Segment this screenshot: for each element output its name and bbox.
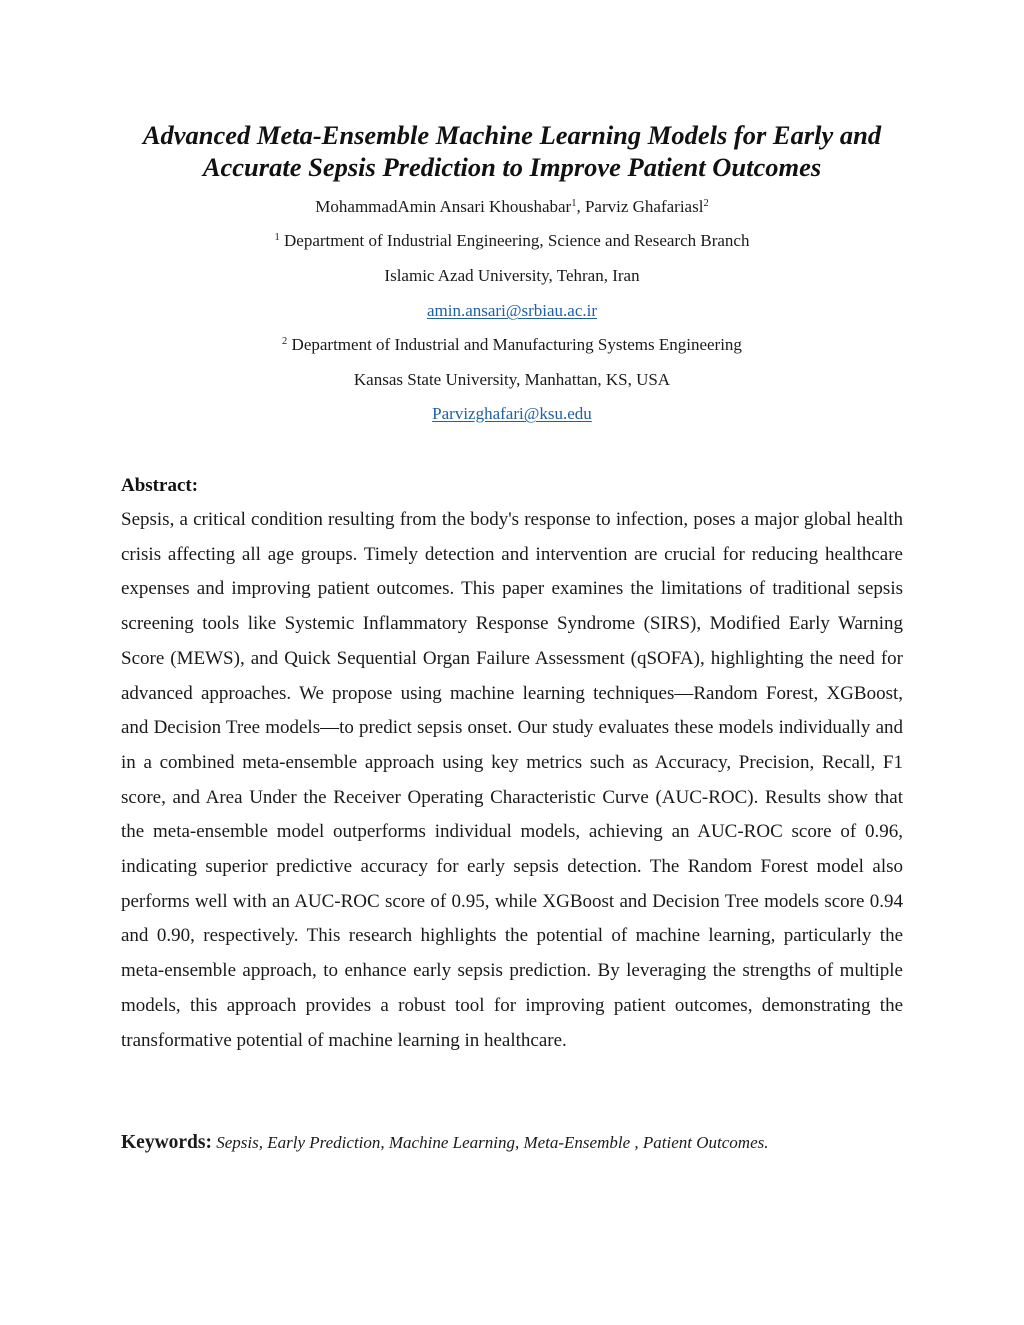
affiliation-1-department <box>0 230 1024 252</box>
affiliation-2-marker: 2 <box>282 336 288 347</box>
affiliation-1-institution: Islamic Azad University, Tehran, Iran <box>384 266 640 285</box>
affiliation-2-department-text: Department of Industrial and Manufacturing Systems Engineering <box>287 335 742 354</box>
affiliation-2-institution: Kansas State University, Manhattan, KS, USA <box>353 370 671 389</box>
author-2-affiliation-marker: 2 <box>703 198 709 209</box>
abstract-heading: Abstract: <box>121 475 199 496</box>
affiliation-2-department <box>0 334 1024 356</box>
affiliation-1-email-line <box>0 300 1024 322</box>
abstract-body: Sepsis, a critical condition resulting from the body's response to infection, poses a major global health crisis affecting all age groups. Timely detection and intervention are crucial for reducing healthcare expenses and improving patient outcomes. This paper examines the limitations of traditional sepsis screening tools like Systemic Inflammatory Response Syndrome (SIRS), Modified Early Warning Score (MEWS), and Quick Sequential Organ Failure Assessment (qSOFA), highlighting the need for advanced approaches. We propose using machine learning techniques—Random Forest, XGBoost, and Decision Tree models—to predict sepsis onset. Our study evaluates these models individually and in a combined meta-ensemble approach using key metrics such as Accuracy, Precision, Recall, F1 score, and Area Under the Receiver Operating Characteristic Curve (AUC-ROC). Results show that the meta-ensemble model outperforms individual models, achieving an AUC-ROC score of 0.96, indicating superior predictive accuracy for early sepsis detection. The Random Forest model also performs well with an AUC-ROC score of 0.95, while XGBoost and Decision Tree models score 0.94 and 0.90, respectively. This research highlights the potential of machine learning, particularly the meta-ensemble approach, to enhance early sepsis prediction. By leveraging the strengths of multiple models, this approach provides a robust tool for improving patient outcomes, demonstrating the transformative potential of machine learning in healthcare. <box>121 509 903 1051</box>
author-1-name: MohammadAmin Ansari Khoushabar <box>315 197 572 216</box>
keywords-text: Sepsis, Early Prediction, Machine Learning, Meta-Ensemble , Patient Outcomes. <box>212 1133 769 1152</box>
affiliation-2-email-line <box>0 403 1024 425</box>
affiliation-1-department-text: Department of Industrial Engineering, Science and Research Branch <box>279 231 750 250</box>
paper-title-line-2: Accurate Sepsis Prediction to Improve Patient Outcomes <box>202 152 822 182</box>
affiliation-1-marker: 1 <box>274 232 280 243</box>
paper-title <box>80 119 944 183</box>
author-1-affiliation-marker: 1 <box>571 198 577 209</box>
affiliation-1-email-link[interactable]: amin.ansari@srbiau.ac.ir <box>426 301 597 320</box>
affiliation-2-email-link[interactable]: Parvizghafari@ksu.edu <box>432 404 592 423</box>
paper-title-line-1: Advanced Meta-Ensemble Machine Learning Models for Early and <box>142 120 882 150</box>
author-list <box>0 196 1024 218</box>
keywords-line <box>121 1131 921 1155</box>
author-separator: , <box>576 197 585 216</box>
keywords-label: Keywords: <box>121 1132 212 1153</box>
author-2-name: Parviz Ghafariasl <box>584 197 704 216</box>
